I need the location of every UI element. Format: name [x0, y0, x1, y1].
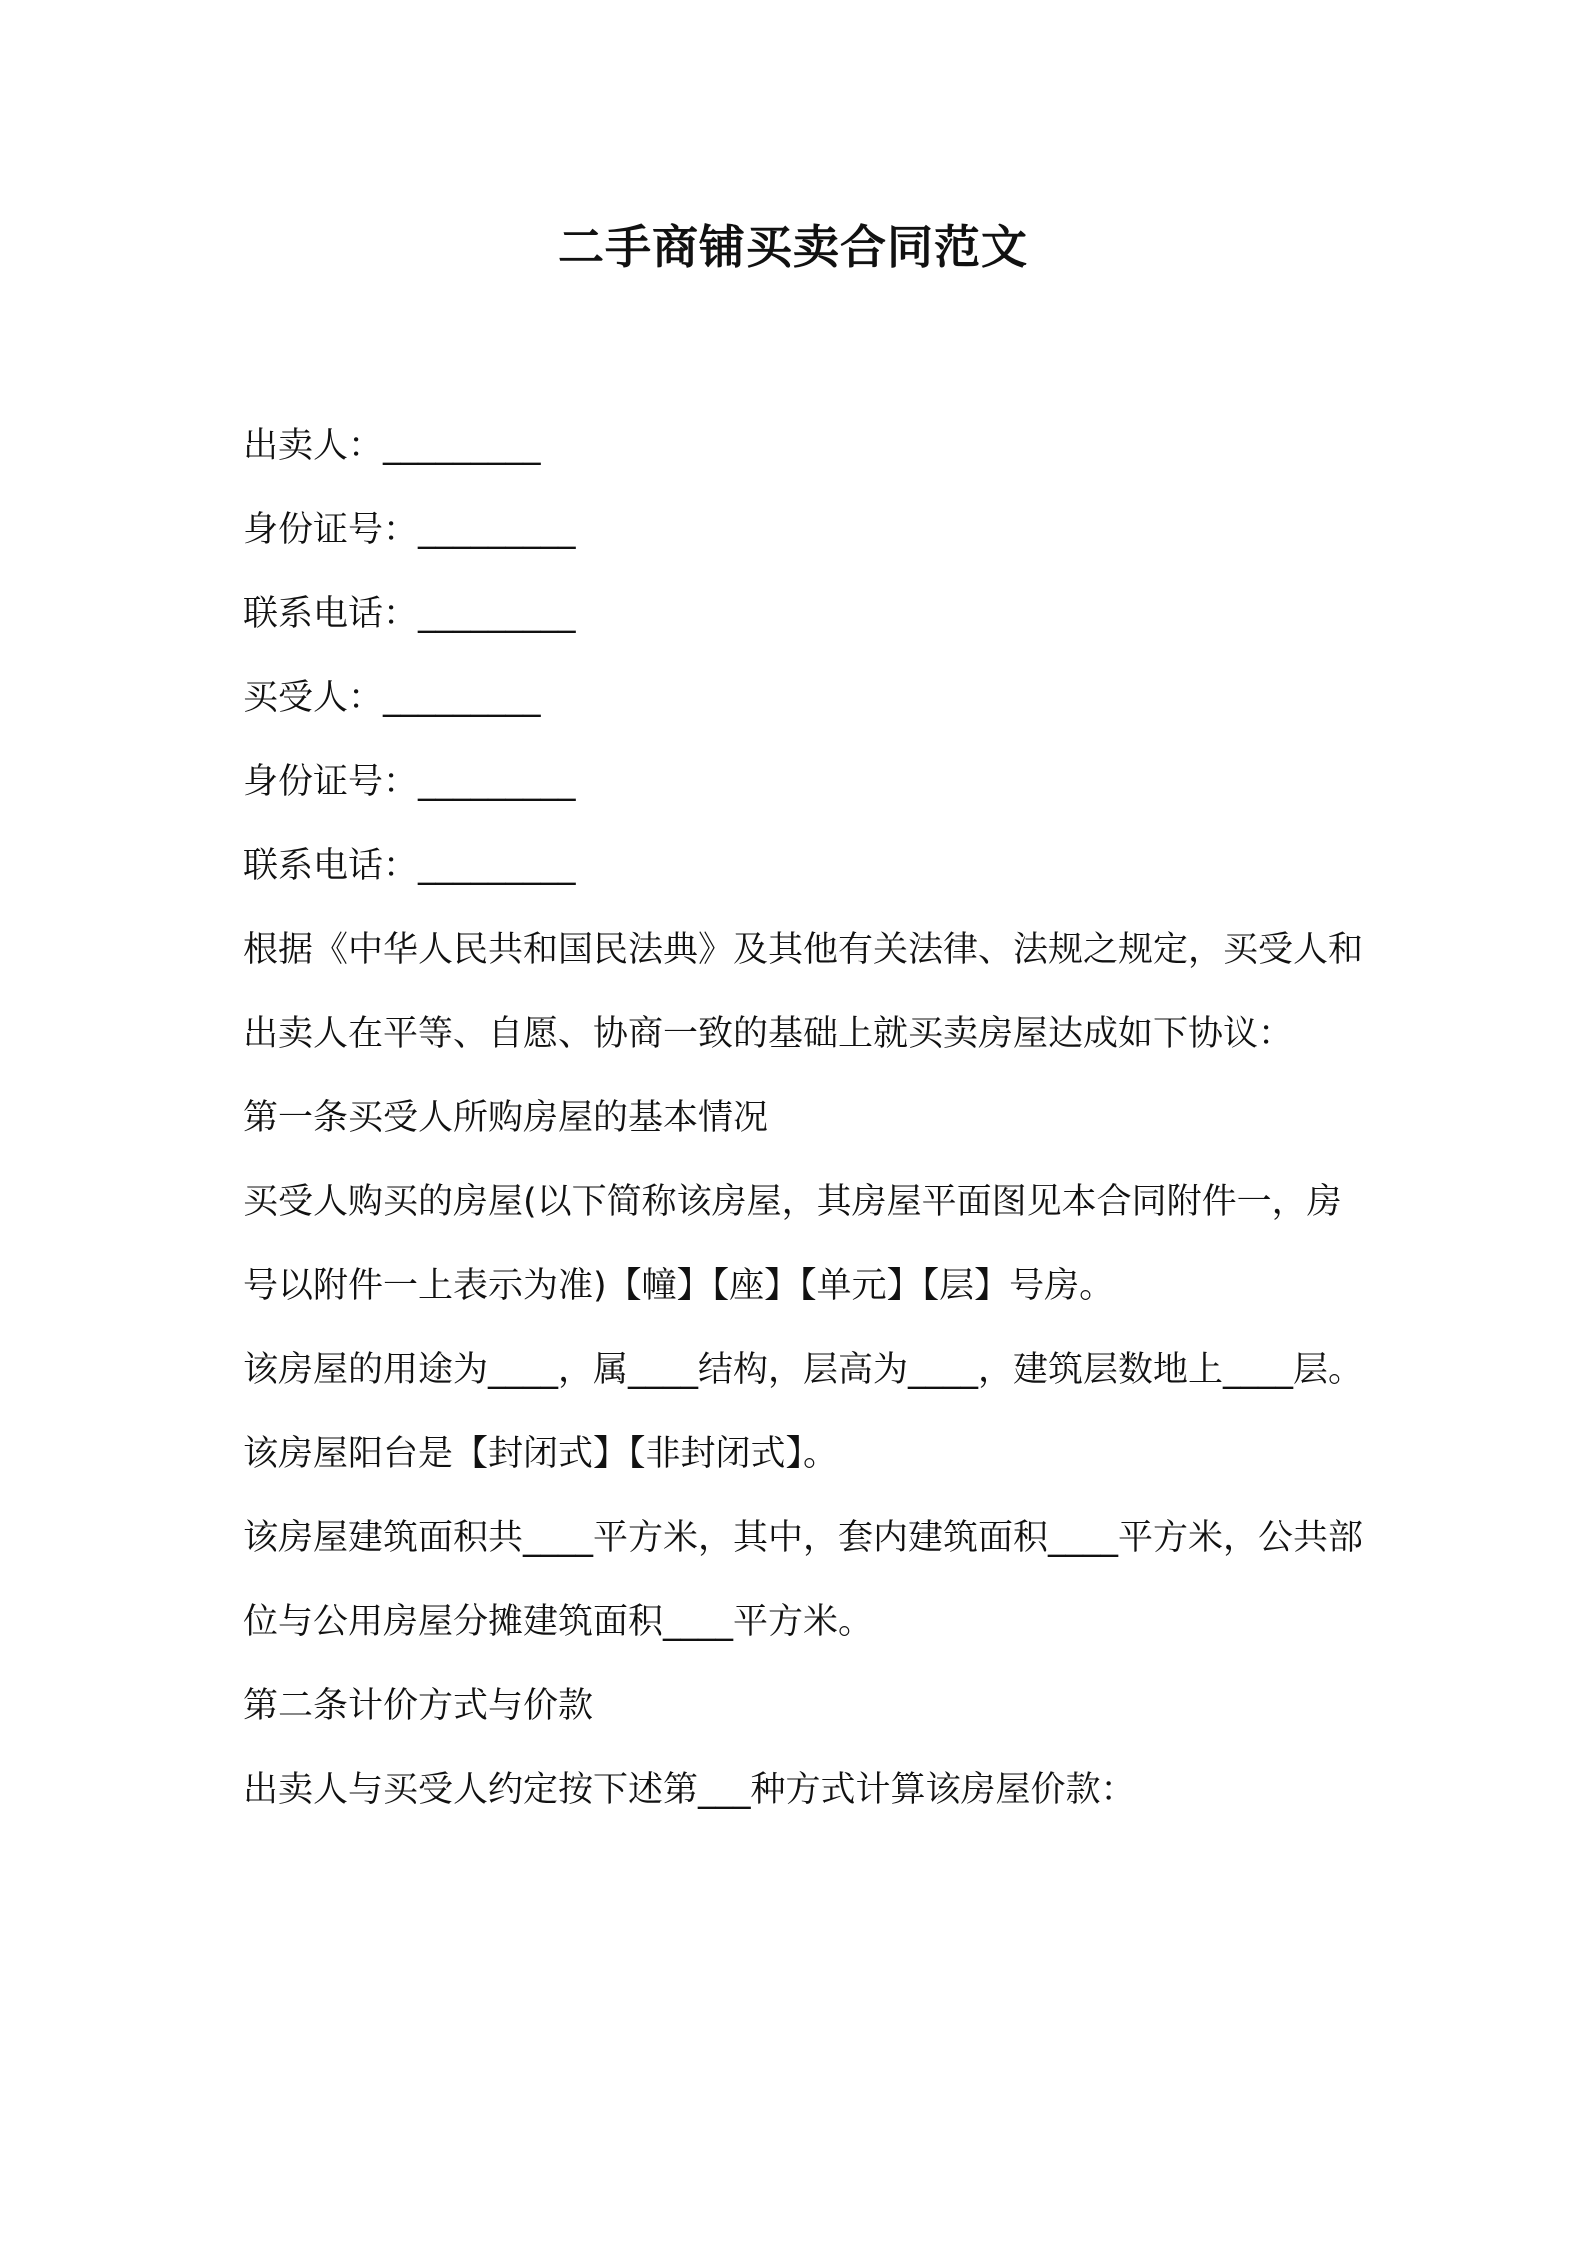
field-label: 身份证号： [243, 510, 419, 550]
field-label: 出卖人： [243, 426, 384, 466]
paragraph-preamble: 根据《中华人民共和国民法典》及其他有关法律、法规之规定，买受人和出卖人在平等、自愿、协商一致的基础上就买卖房屋达成如下协议： [243, 930, 1364, 1054]
field-blank: _________ [418, 762, 576, 802]
field-label: 联系电话： [243, 846, 419, 886]
field-blank: _________ [383, 426, 541, 466]
document-title: 二手商铺买卖合同范文 [558, 220, 1028, 274]
field-blank: _________ [383, 678, 541, 718]
field-seller-phone [243, 572, 1373, 656]
section-heading-article-1: 第一条买受人所购房屋的基本情况 [243, 1098, 769, 1138]
field-seller [243, 404, 1373, 488]
field-label: 联系电话： [243, 594, 419, 634]
field-blank: _________ [418, 510, 576, 550]
field-seller-id [243, 488, 1373, 572]
paragraph-property-usage: 该房屋的用途为____，属____结构，层高为____，建筑层数地上____层。 [243, 1350, 1364, 1390]
field-buyer [243, 656, 1373, 740]
field-buyer-id [243, 740, 1373, 824]
paragraph-area: 该房屋建筑面积共____平方米，其中，套内建筑面积____平方米，公共部位与公用房屋分摊建筑面积____平方米。 [243, 1518, 1364, 1642]
field-blank: _________ [418, 846, 576, 886]
paragraph-property-description: 买受人购买的房屋(以下简称该房屋，其房屋平面图见本合同附件一，房号以附件一上表示为准)【幢】【座】【单元】【层】号房。 [243, 1182, 1342, 1306]
paragraph-balcony: 该房屋阳台是【封闭式】【非封闭式】。 [243, 1434, 839, 1474]
field-label: 身份证号： [243, 762, 419, 802]
field-label: 买受人： [243, 678, 384, 718]
document-body [243, 404, 1373, 1832]
field-buyer-phone [243, 824, 1373, 908]
field-blank: _________ [418, 594, 576, 634]
paragraph-pricing-method: 出卖人与买受人约定按下述第___种方式计算该房屋价款： [243, 1770, 1136, 1810]
section-heading-article-2: 第二条计价方式与价款 [243, 1686, 594, 1726]
